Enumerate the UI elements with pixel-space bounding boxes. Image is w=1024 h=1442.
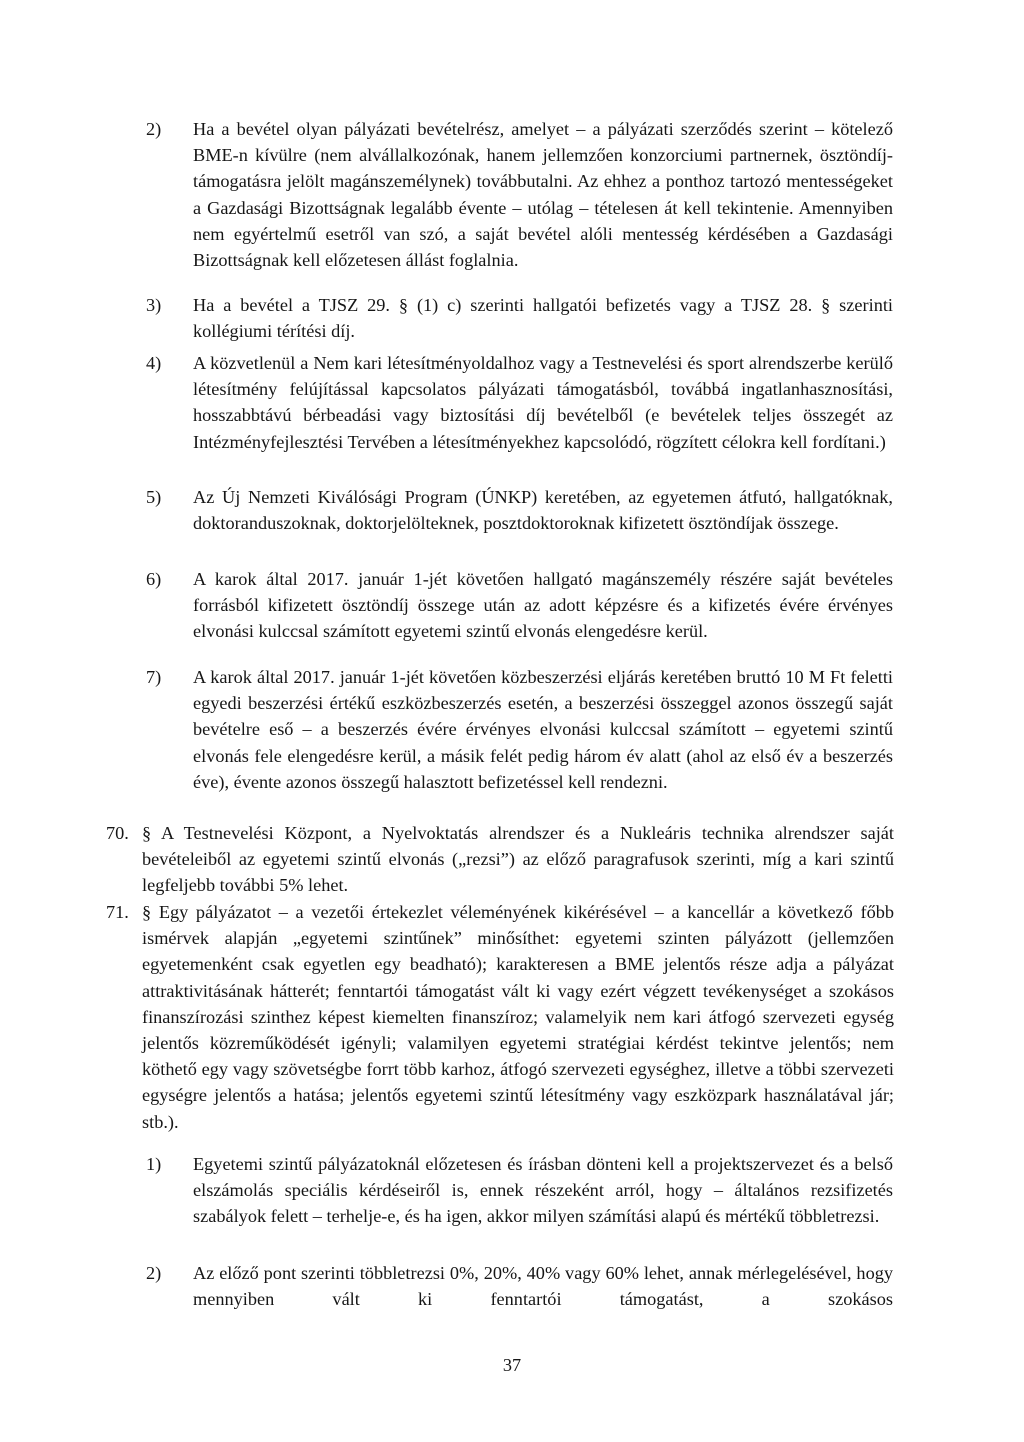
- sub-item-text: Egyetemi szintű pályázatoknál előzetesen és írásban dönteni kell a projektszervezet és a belső elszámolás speciális kérdéseiről is, ennek részeként arról, hogy – általános rezsifizetés szabályok felett – terhelje-e, és ha igen, akkor milyen számítási alapú és mértékű többletrezsi.: [193, 1154, 893, 1227]
- section-number: 70.: [106, 823, 129, 843]
- list-item-number: 5): [146, 487, 162, 507]
- list-item-number: 6): [146, 569, 162, 589]
- list-item-number: 7): [146, 667, 162, 687]
- list-item-text: Ha a bevétel olyan pályázati bevételrész, amelyet – a pályázati szerződés szerint – kötelező BME-n kívülre (nem alvállalkozónak, hanem jellemzően konzorciumi partnernek, ösztöndíj-támogatásra jelölt magánszemélynek) továbbutalni. Az ehhez a ponthoz tartozó mentességeket a Gazdasági Bizottságnak legalább évente – utólag – tételesen át kell tekintenie. Amennyiben nem egyértelmű esetről van szó, a saját bevétel alóli mentesség kérdésében a Gazdasági Bizottságnak kell előzetesen állást foglalnia.: [193, 119, 893, 271]
- list-item-text: A karok által 2017. január 1-jét követően közbeszerzési eljárás keretében bruttó 10 M Ft feletti egyedi beszerzési értékű eszközbeszerzés esetén, a beszerzési összeggel azonos összegű saját bevételre eső – a beszerzés évére érvényes elvonási kulccsal számított – egyetemi szintű elvonás fele elengedésre kerül, a másik felét pedig három év alatt (ahol az első év a beszerzés éve), évente azonos összegű halasztott befizetéssel kell rendezni.: [193, 667, 893, 792]
- list-item-text: Az Új Nemzeti Kiválósági Program (ÚNKP) keretében, az egyetemen átfutó, hallgatóknak, doktoranduszoknak, doktorjelölteknek, posztdoktoroknak kifizetett ösztöndíjak összege.: [193, 487, 893, 534]
- sub-item-text: Az előző pont szerinti többletrezsi 0%, 20%, 40% vagy 60% lehet, annak mérlegelésével, hogy mennyiben vált ki fenntartói támogatást, a szokásos: [193, 1263, 893, 1310]
- list-item-number: 3): [146, 295, 162, 315]
- sub-item-number: 2): [146, 1263, 162, 1283]
- list-item-number: 4): [146, 353, 162, 373]
- sub-item-number: 1): [146, 1154, 162, 1174]
- page-number: 37: [502, 1355, 522, 1375]
- list-item-text: A közvetlenül a Nem kari létesítményoldalhoz vagy a Testnevelési és sport alrendszerbe kerülő létesítmény felújítással kapcsolatos pályázati támogatásból, továbbá ingatlanhasznosítási, hosszabbtávú bérbeadási vagy biztosítási díj bevételből (e bevételek teljes összegét az Intézményfejlesztési Tervében a létesítményekhez kapcsolódó, rögzített célokra kell fordítani.): [193, 353, 893, 452]
- section-number: 71.: [106, 902, 129, 922]
- list-item-text: Ha a bevétel a TJSZ 29. § (1) c) szerinti hallgatói befizetés vagy a TJSZ 28. § szerinti kollégiumi térítési díj.: [193, 295, 893, 342]
- list-item-text: A karok által 2017. január 1-jét követően hallgató magánszemély részére saját bevételes forrásból kifizetett ösztöndíj összege után az adott képzésre és a kifizetés évére érvényes elvonási kulccsal számított egyetemi szintű elvonás elengedésre kerül.: [193, 569, 893, 642]
- section-text: § A Testnevelési Központ, a Nyelvoktatás alrendszer és a Nukleáris technika alrendszer saját bevételeiből az egyetemi szintű elvonás („rezsi”) az előző paragrafusok szerinti, míg a kari szintű legfeljebb további 5% lehet.: [142, 823, 894, 896]
- list-item-number: 2): [146, 119, 162, 139]
- section-text: § Egy pályázatot – a vezetői értekezlet véleményének kikérésével – a kancellár a következő főbb ismérvek alapján „egyetemi szintűnek” minősíthet: egyetemi szinten pályázott (jellemzően egyetemenként csak egyetlen egy beadható); karakteresen a BME jelentős része adja a pályázat attraktivitásának hátterét; fenntartói támogatást vált ki vagy ezért végzett tevékenységet a szokásos finanszírozási szinthez képest kiemelten finanszíroz; valamelyik nem kari átfogó szervezeti egység jelentős közreműködését igényli; valamilyen egyetemi stratégiai kérdést tekintve jelentős; nem köthető egy vagy szövetségbe forrt több karhoz, átfogó szervezeti egységhez, illetve a többi szervezeti egységre jelentős a hatása; jelentős egyetemi szintű létesítmény vagy eszközpark használatával jár; stb.).: [142, 902, 894, 1132]
